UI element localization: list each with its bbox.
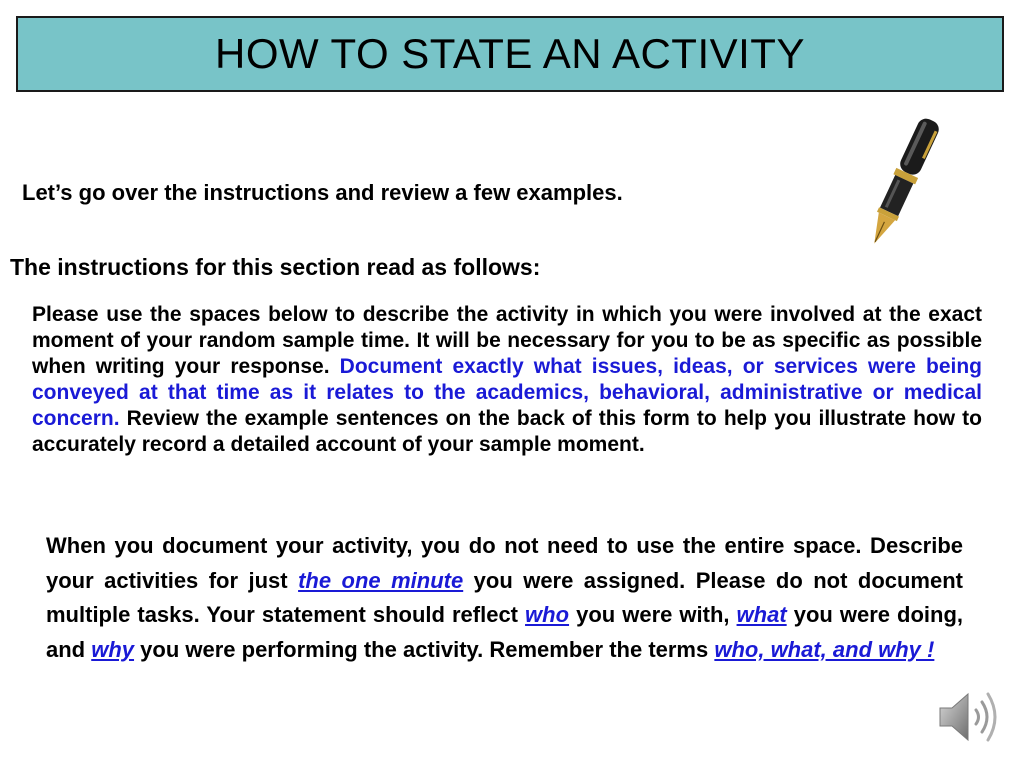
guidance-text-4: you were doing, and	[46, 602, 964, 662]
instructions-text-3: Review the example sentences on the back of this form to help you illustrate how to accurately record a detailed account of your sample moment.	[32, 407, 982, 456]
speaker-icon[interactable]	[934, 682, 1004, 752]
guidance-text-5: you were performing the activity. Remember the terms	[134, 636, 715, 662]
keyword-who: who	[525, 602, 570, 627]
keyword-one-minute: the one minute	[298, 567, 464, 593]
fountain-pen-icon	[858, 112, 948, 252]
keyword-why: why	[91, 636, 135, 662]
instructions-heading: The instructions for this section read as follows:	[10, 254, 541, 280]
instructions-text-1: Please use the spaces below to describe the activity in which you were involved at the exact moment of your random sample time. It will be necessary for you to be as specific as possible when writing your response.	[32, 303, 982, 378]
guidance-text-2: you were assigned. Please do not document multiple tasks. Your statement should reflect	[46, 567, 963, 627]
guidance-text-3: you were with,	[569, 602, 737, 627]
keyword-what: what	[736, 602, 787, 627]
intro-text: Let’s go over the instructions and review a few examples.	[22, 180, 623, 205]
page-title: HOW TO STATE AN ACTIVITY	[215, 30, 805, 77]
title-banner	[16, 16, 1004, 92]
instructions-emphasis: Document exactly what issues, ideas, or services were being conveyed at that time as it relates to the academics, behavioral, administrative or medical concern.	[32, 355, 982, 430]
instructions-paragraph	[32, 302, 982, 458]
guidance-paragraph	[46, 529, 963, 667]
guidance-text-1: When you document your activity, you do not need to use the entire space. Describe your activities for just	[46, 533, 963, 593]
keyword-who-what-why: who, what, and why !	[714, 636, 935, 662]
